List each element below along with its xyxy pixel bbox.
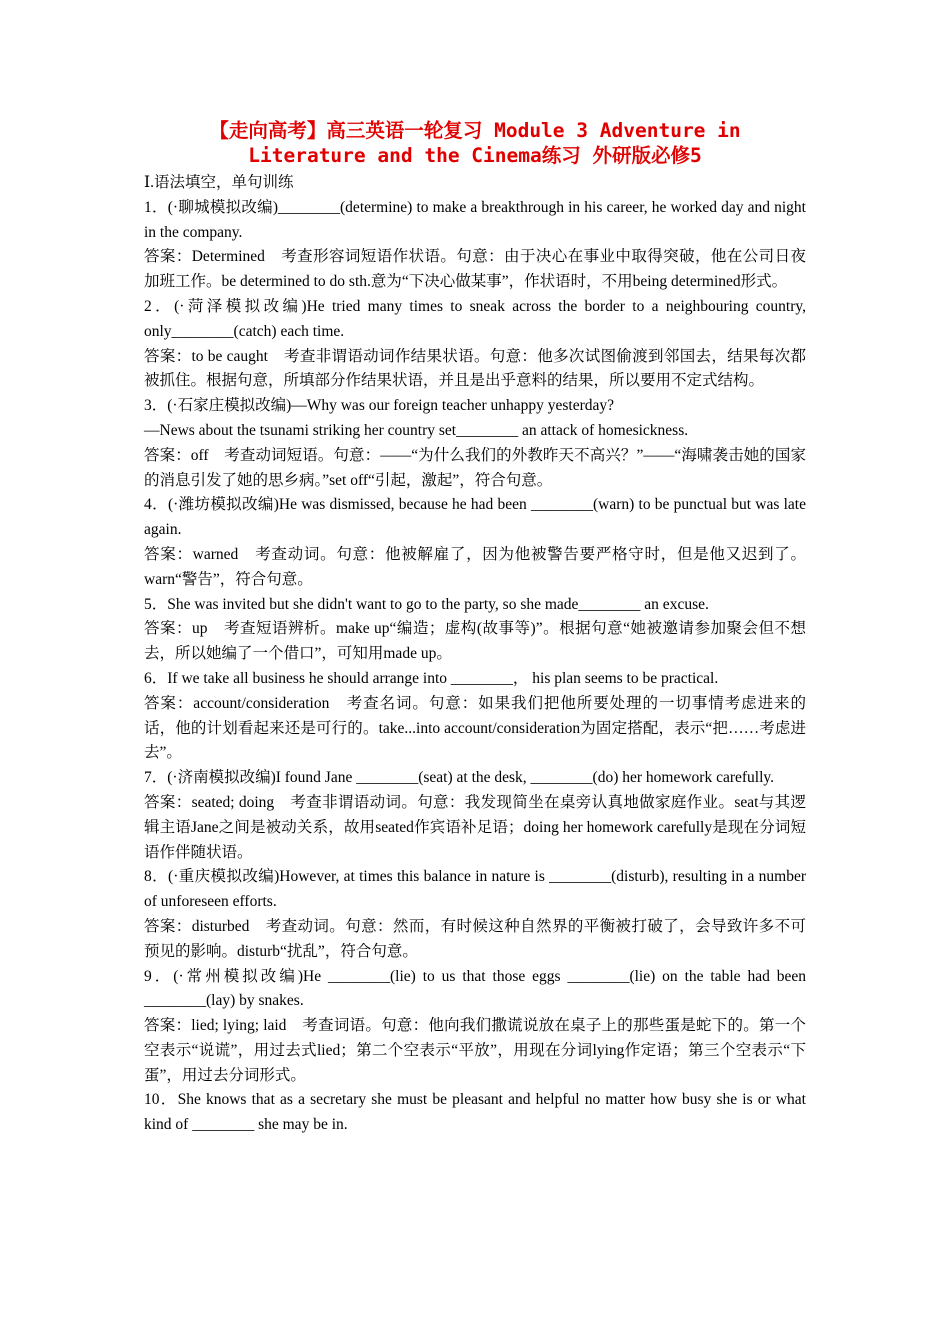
question-text: 4．(·潍坊模拟改编)He was dismissed, because he had been ________(warn) to be punctual but was late again. (144, 496, 806, 539)
exercise-item (144, 196, 806, 295)
question-text: 5．She was invited but she didn't want to go to the party, so she made________ an excuse. (144, 595, 709, 613)
answer-text: 答案：to be caught 考查非谓语动词作结果状语。句意：他多次试图偷渡到邻国去，结果每次都被抓住。根据句意，所填部分作结果状语，并且是出乎意料的结果，所以要用不定式结构。 (144, 347, 806, 390)
document-title (144, 118, 806, 168)
exercise-item (144, 1088, 806, 1138)
question-text: 3．(·石家庄模拟改编)—Why was our foreign teacher unhappy yesterday? —News about the tsunami striking her country set________ an attack of homesickness. (144, 397, 689, 439)
answer-text: 答案：Determined 考查形容词短语作状语。句意：由于决心在事业中取得突破，他在公司日夜加班工作。be determined to do sth.意为“下决心做某事”，作状语时，不用being determined形式。 (144, 248, 806, 291)
exercise-item (144, 667, 806, 766)
exercise-item (144, 493, 806, 592)
answer-text: 答案：warned 考查动词。句意：他被解雇了，因为他被警告要严格守时，但是他又迟到了。warn“警告”，符合句意。 (144, 545, 806, 588)
answer-text: 答案：off 考查动词短语。句意：——“为什么我们的外教昨天不高兴？”——“海啸袭击她的国家的消息引发了她的思乡病。”set off“引起，激起”，符合句意。 (144, 446, 806, 489)
question-text: 8．(·重庆模拟改编)However, at times this balance in nature is ________(disturb), resulting in a number of unforeseen efforts. (144, 868, 806, 911)
exercise-item (144, 965, 806, 1089)
title-line-1: 【走向高考】高三英语一轮复习 Module 3 Adventure in (209, 119, 741, 142)
answer-text: 答案：seated; doing 考查非谓语动词。句意：我发现简坐在桌旁认真地做家庭作业。seat与其逻辑主语Jane之间是被动关系，故用seated作宾语补足语；doing her homework carefully是现在分词短语作伴随状语。 (144, 793, 806, 861)
title-line-2: Literature and the Cinema练习 外研版必修5 (248, 144, 702, 167)
exercise-item (144, 865, 806, 964)
question-text: 6．If we take all business he should arrange into ________， his plan seems to be practical. (144, 669, 719, 687)
exercise-item (144, 394, 806, 493)
exercise-item (144, 593, 806, 667)
question-text: 2．(·菏泽模拟改编)He tried many times to sneak across the border to a neighbouring country, only________(catch) each time. (144, 297, 806, 340)
question-text: 7．(·济南模拟改编)I found Jane ________(seat) at the desk, ________(do) her homework carefully. (144, 769, 775, 787)
answer-text: 答案：disturbed 考查动词。句意：然而，有时候这种自然界的平衡被打破了，会导致许多不可预见的影响。disturb“扰乱”，符合句意。 (144, 917, 806, 960)
answer-text: 答案：up 考查短语辨析。make up“编造；虚构(故事等)”。根据句意“她被邀请参加聚会但不想去，所以她编了一个借口”，可知用made up。 (144, 620, 806, 663)
question-text: 1．(·聊城模拟改编)________(determine) to make a breakthrough in his career, he worked day and night in the company. (144, 198, 806, 241)
answer-text: 答案：account/consideration 考查名词。句意：如果我们把他所要处理的一切事情考虑进来的话，他的计划看起来还是可行的。take...into account/consideration为固定搭配，表示“把……考虑进去”。 (144, 694, 806, 762)
exercise-item (144, 295, 806, 394)
question-text: 10．She knows that as a secretary she must be pleasant and helpful no matter how busy she is or what kind of ________ she may be in. (144, 1091, 806, 1134)
document-page (144, 118, 806, 1138)
section-heading: Ⅰ.语法填空，单句训练 (144, 174, 294, 191)
exercise-item (144, 766, 806, 865)
question-text: 9．(·常州模拟改编)He ________(lie) to us that those eggs ________(lie) on the table had been ________(lay) by snakes. (144, 967, 806, 1010)
answer-text: 答案：lied; lying; laid 考查词语。句意：他向我们撒谎说放在桌子上的那些蛋是蛇下的。第一个空表示“说谎”，用过去式lied；第二个空表示“平放”，用现在分词lying作定语；第三个空表示“下蛋”，用过去分词形式。 (144, 1017, 806, 1084)
